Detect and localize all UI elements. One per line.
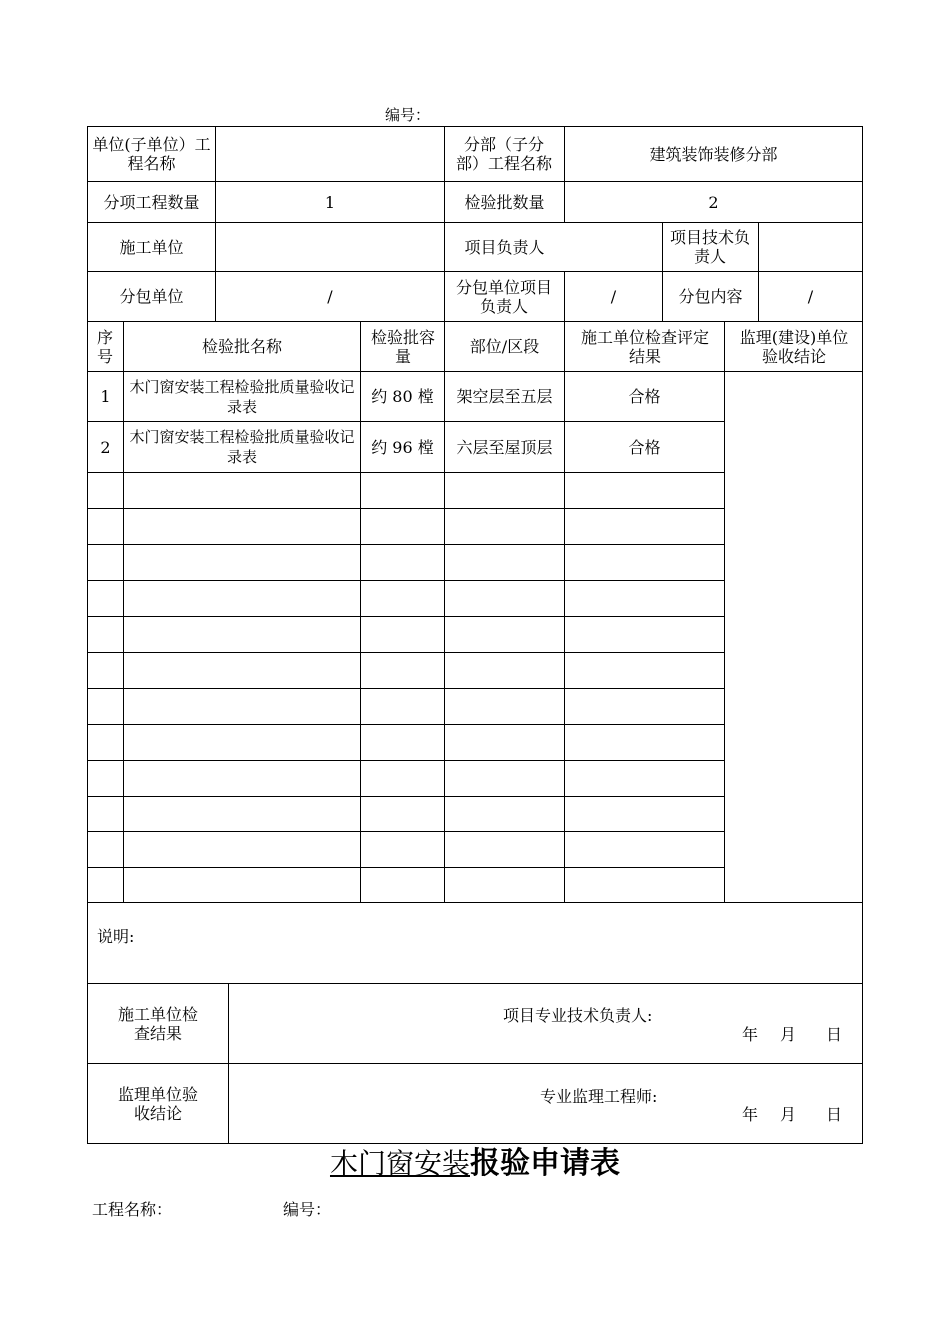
project-name-label: 工程名称：: [92, 1200, 173, 1219]
batch-count-value[interactable]: 2: [708, 192, 719, 212]
row-location: 六层至屋顶层: [456, 437, 553, 457]
sub-division-label: 分部（子分部）工程名称: [455, 135, 552, 173]
unit-project-label: 单位(子单位）工程名称: [92, 135, 211, 173]
subcontractor-value[interactable]: /: [327, 287, 333, 306]
col-header-location: 部位/区段: [469, 337, 540, 356]
serial-label: 编号：: [385, 106, 431, 124]
project-manager-label: 项目负责人: [464, 237, 545, 257]
batch-count-label: 检验批数量: [464, 192, 545, 212]
contractor-check-day: 日: [826, 1025, 843, 1044]
row-result: 合格: [628, 387, 661, 406]
row-no: 2: [100, 437, 111, 457]
footer-title-rest: 报验申请表: [470, 1146, 620, 1181]
row-location: 架空层至五层: [456, 387, 553, 406]
contractor-value[interactable]: [216, 223, 444, 271]
supervisor-check-day: 日: [826, 1105, 843, 1124]
col-header-contractor-result: 施工单位检查评定结果: [580, 327, 709, 366]
contractor-check-signer: 项目专业技术负责人:: [503, 1006, 653, 1025]
sub-pm-label: 分包单位项目负责人: [456, 277, 553, 316]
item-count-label: 分项工程数量: [103, 192, 200, 212]
unit-project-value[interactable]: [216, 127, 444, 181]
sub-pm-value[interactable]: /: [610, 287, 617, 306]
row-name: 木门窗安装工程检验批质量验收记录表: [129, 428, 355, 466]
col-header-capacity: 检验批容量: [370, 327, 435, 366]
subcontractor-label: 分包单位: [119, 287, 184, 306]
tech-lead-label: 项目技术负责人: [670, 228, 751, 266]
contractor-label: 施工单位: [119, 237, 184, 257]
sub-division-value[interactable]: 建筑装饰装修分部: [649, 144, 778, 164]
col-header-name: 检验批名称: [201, 337, 282, 356]
footer-title-underlined: 木门窗安装: [329, 1147, 470, 1180]
supervisor-check-signer: 专业监理工程师:: [540, 1087, 658, 1106]
sub-content-label: 分包内容: [678, 287, 743, 306]
footer-serial-label: 编号：: [283, 1200, 332, 1219]
row-capacity: 约 96 樘: [371, 437, 434, 457]
col-header-supervisor-result: 监理(建设)单位验收结论: [739, 327, 849, 366]
col-header-no: 序号: [96, 327, 113, 366]
footer-title: [0, 1142, 950, 1186]
row-name: 木门窗安装工程检验批质量验收记录表: [129, 377, 355, 416]
supervisor-check-label: 监理单位验收结论: [117, 1084, 198, 1123]
supervisor-check-month: 月: [780, 1105, 797, 1124]
item-count-value[interactable]: 1: [324, 192, 336, 212]
notes-label: 说明:: [97, 927, 135, 946]
sub-content-value[interactable]: /: [807, 287, 814, 306]
row-no: 1: [100, 387, 111, 406]
contractor-check-month: 月: [780, 1025, 797, 1044]
tech-lead-value[interactable]: [759, 223, 862, 271]
contractor-check-label: 施工单位检查结果: [117, 1004, 198, 1043]
contractor-check-year: 年: [742, 1025, 759, 1044]
project-manager-value[interactable]: [565, 223, 662, 271]
row-capacity: 约 80 樘: [371, 387, 434, 406]
supervisor-check-year: 年: [742, 1105, 759, 1124]
row-result: 合格: [628, 437, 661, 457]
